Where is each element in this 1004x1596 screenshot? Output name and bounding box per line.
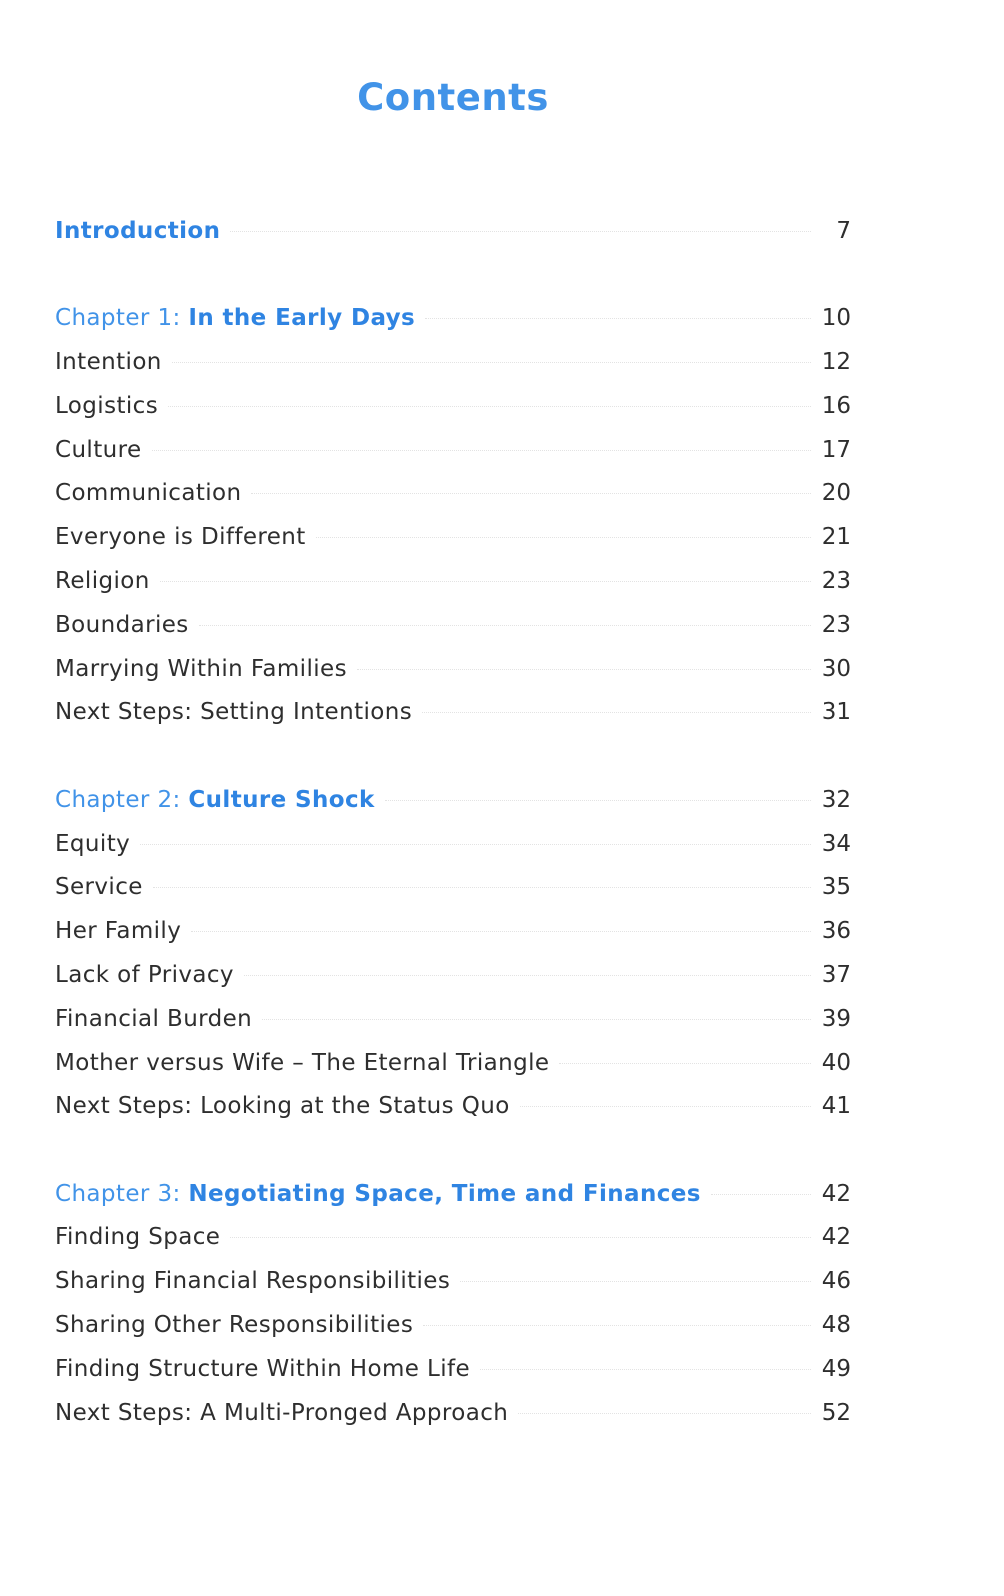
dot-leader bbox=[518, 1413, 811, 1414]
entry-label: Finding Structure Within Home Life bbox=[55, 1355, 471, 1382]
entry-page: 23 bbox=[821, 611, 851, 638]
chapter-prefix: Chapter 1: bbox=[55, 305, 189, 332]
chapter-page: 10 bbox=[821, 305, 851, 332]
toc-entry[interactable] bbox=[55, 648, 851, 692]
entry-label: Her Family bbox=[55, 918, 182, 945]
toc-entry[interactable] bbox=[55, 1304, 851, 1348]
chapter-page: 42 bbox=[821, 1180, 851, 1207]
toc-entry[interactable] bbox=[55, 823, 851, 867]
entry-label: Boundaries bbox=[55, 611, 189, 638]
page-title: Contents bbox=[357, 76, 549, 119]
chapter-prefix: Chapter 3: bbox=[55, 1180, 189, 1207]
entry-page: 23 bbox=[821, 568, 851, 595]
toc-entry[interactable] bbox=[55, 1392, 851, 1436]
entry-label: Intention bbox=[55, 349, 162, 376]
entry-page: 12 bbox=[821, 349, 851, 376]
section-gap bbox=[55, 254, 851, 298]
entry-label: Everyone is Different bbox=[55, 524, 306, 551]
entry-label: Culture bbox=[55, 436, 142, 463]
dot-leader bbox=[262, 1019, 811, 1020]
dot-leader bbox=[140, 844, 811, 845]
entry-label: Next Steps: Looking at the Status Quo bbox=[55, 1093, 510, 1120]
dot-leader bbox=[172, 362, 811, 363]
entry-label: Mother versus Wife – The Eternal Triangle bbox=[55, 1049, 550, 1076]
entry-page: 36 bbox=[821, 918, 851, 945]
toc-entry[interactable] bbox=[55, 1348, 851, 1392]
chapter-title: Negotiating Space, Time and Finances bbox=[188, 1180, 701, 1207]
toc-introduction-page: 7 bbox=[836, 218, 851, 244]
toc-entry[interactable] bbox=[55, 866, 851, 910]
chapter-prefix: Chapter 2: bbox=[55, 786, 189, 813]
entry-page: 49 bbox=[821, 1355, 851, 1382]
toc-entry[interactable] bbox=[55, 385, 851, 429]
dot-leader bbox=[423, 1325, 811, 1326]
entry-label: Service bbox=[55, 874, 143, 901]
toc-entry[interactable] bbox=[55, 910, 851, 954]
dot-leader bbox=[191, 931, 811, 932]
chapter-heading bbox=[55, 1173, 701, 1217]
entry-page: 39 bbox=[821, 1005, 851, 1032]
entry-page: 48 bbox=[821, 1312, 851, 1339]
dot-leader bbox=[425, 318, 811, 319]
toc-chapter-2[interactable] bbox=[55, 779, 851, 823]
entry-page: 42 bbox=[821, 1224, 851, 1251]
dot-leader bbox=[199, 625, 811, 626]
entry-page: 30 bbox=[821, 655, 851, 682]
toc-entry[interactable] bbox=[55, 516, 851, 560]
entry-page: 20 bbox=[821, 480, 851, 507]
toc-introduction[interactable] bbox=[55, 210, 851, 254]
entry-label: Finding Space bbox=[55, 1224, 221, 1251]
entry-label: Financial Burden bbox=[55, 1005, 253, 1032]
entry-page: 34 bbox=[821, 830, 851, 857]
entry-label: Next Steps: A Multi-Pronged Approach bbox=[55, 1399, 509, 1426]
dot-leader bbox=[153, 887, 811, 888]
chapter-page: 32 bbox=[821, 786, 851, 813]
section-gap bbox=[55, 735, 851, 779]
entry-page: 41 bbox=[821, 1093, 851, 1120]
toc-entry[interactable] bbox=[55, 472, 851, 516]
toc-entry[interactable] bbox=[55, 341, 851, 385]
toc-entry[interactable] bbox=[55, 1042, 851, 1086]
dot-leader bbox=[244, 975, 811, 976]
chapter-heading bbox=[55, 297, 415, 341]
dot-leader bbox=[230, 1237, 811, 1238]
dot-leader bbox=[251, 493, 811, 494]
chapter-title: Culture Shock bbox=[188, 786, 375, 813]
dot-leader bbox=[422, 712, 811, 713]
entry-label: Next Steps: Setting Intentions bbox=[55, 699, 413, 726]
dot-leader bbox=[316, 537, 811, 538]
dot-leader bbox=[357, 669, 811, 670]
dot-leader bbox=[520, 1106, 811, 1107]
toc-entry[interactable] bbox=[55, 954, 851, 998]
entry-page: 35 bbox=[821, 874, 851, 901]
toc-entry[interactable] bbox=[55, 560, 851, 604]
toc-entry[interactable] bbox=[55, 691, 851, 735]
entry-page: 40 bbox=[821, 1049, 851, 1076]
dot-leader bbox=[711, 1194, 811, 1195]
entry-label: Logistics bbox=[55, 392, 159, 419]
toc-entry[interactable] bbox=[55, 604, 851, 648]
entry-page: 16 bbox=[821, 392, 851, 419]
dot-leader bbox=[160, 581, 811, 582]
toc-entry[interactable] bbox=[55, 1216, 851, 1260]
table-of-contents bbox=[55, 210, 851, 1435]
entry-label: Equity bbox=[55, 830, 131, 857]
entry-label: Sharing Financial Responsibilities bbox=[55, 1268, 451, 1295]
toc-chapter-3[interactable] bbox=[55, 1173, 851, 1217]
entry-label: Lack of Privacy bbox=[55, 961, 234, 988]
entry-page: 31 bbox=[821, 699, 851, 726]
toc-entry[interactable] bbox=[55, 1085, 851, 1129]
dot-leader bbox=[168, 406, 811, 407]
entry-page: 17 bbox=[821, 436, 851, 463]
entry-page: 21 bbox=[821, 524, 851, 551]
toc-entry[interactable] bbox=[55, 998, 851, 1042]
chapter-title: In the Early Days bbox=[188, 305, 416, 332]
entry-label: Religion bbox=[55, 568, 150, 595]
entry-page: 52 bbox=[821, 1399, 851, 1426]
section-gap bbox=[55, 1129, 851, 1173]
entry-label: Communication bbox=[55, 480, 242, 507]
dot-leader bbox=[559, 1063, 811, 1064]
toc-chapter-1[interactable] bbox=[55, 297, 851, 341]
entry-page: 37 bbox=[821, 961, 851, 988]
chapter-heading bbox=[55, 779, 375, 823]
dot-leader bbox=[460, 1281, 811, 1282]
entry-label: Marrying Within Families bbox=[55, 655, 347, 682]
toc-entry[interactable] bbox=[55, 1260, 851, 1304]
dot-leader bbox=[480, 1369, 811, 1370]
toc-entry[interactable] bbox=[55, 429, 851, 473]
toc-introduction-label: Introduction bbox=[55, 218, 221, 244]
dot-leader bbox=[230, 231, 811, 232]
entry-label: Sharing Other Responsibilities bbox=[55, 1312, 414, 1339]
dot-leader bbox=[385, 800, 811, 801]
dot-leader bbox=[152, 450, 811, 451]
entry-page: 46 bbox=[821, 1268, 851, 1295]
